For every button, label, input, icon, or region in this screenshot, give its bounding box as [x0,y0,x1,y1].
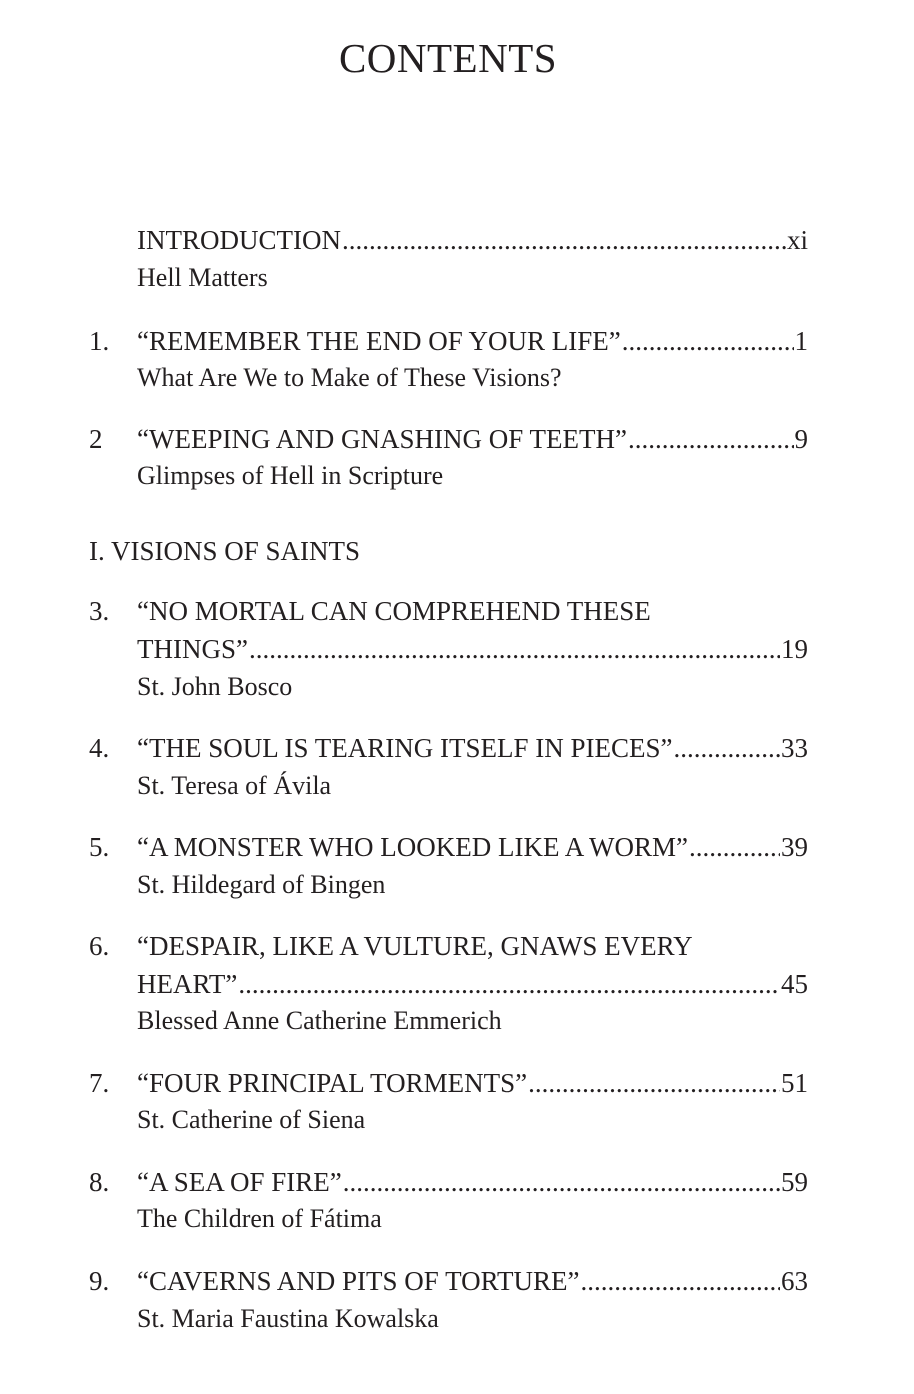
entry-number: 7. [89,1068,110,1098]
entry-page: 19 [781,634,808,664]
entry-subtitle: St. John Bosco [137,672,293,701]
dot-leader [580,1265,780,1297]
toc-entry-5[interactable] [137,831,808,863]
entry-subtitle: What Are We to Make of These Visions? [137,363,562,392]
entry-number: 4. [89,733,110,763]
toc-entry-3[interactable] [137,633,808,665]
entry-number: 1. [89,326,110,356]
toc-entry-7[interactable] [137,1067,808,1099]
entry-page: 51 [781,1068,808,1098]
dot-leader [342,224,786,256]
entry-number: 5. [89,832,110,862]
entry-subtitle: St. Teresa of Ávila [137,771,332,800]
entry-title: “THE SOUL IS TEARING ITSELF IN PIECES” [137,733,673,763]
entry-subtitle: St. Maria Faustina Kowalska [137,1304,439,1333]
entry-title: THINGS” [137,634,248,664]
dot-leader [673,732,780,764]
dot-leader [249,633,780,665]
dot-leader [238,968,780,1000]
entry-title-first-line: “NO MORTAL CAN COMPREHEND THESE [137,596,651,626]
dot-leader [689,831,780,863]
dot-leader [622,325,794,357]
entry-page: 63 [781,1266,808,1296]
entry-title: “A SEA OF FIRE” [137,1167,342,1197]
entry-title: HEART” [137,969,238,999]
entry-number: 8. [89,1167,110,1197]
entry-title-first-line: “DESPAIR, LIKE A VULTURE, GNAWS EVERY [137,931,693,961]
toc-entry-6[interactable] [137,968,808,1000]
entry-page: 1 [794,326,808,356]
entry-subtitle: Blessed Anne Catherine Emmerich [137,1006,502,1035]
entry-title-line1 [137,930,808,962]
entry-title: “FOUR PRINCIPAL TORMENTS” [137,1068,528,1098]
entry-title: “A MONSTER WHO LOOKED LIKE A WORM” [137,832,688,862]
entry-page: 33 [781,733,808,763]
entry-page: 39 [781,832,808,862]
entry-title: INTRODUCTION [137,225,341,255]
entry-subtitle: St. Hildegard of Bingen [137,870,386,899]
toc-entry-4[interactable] [137,732,808,764]
entry-number: 6. [89,931,110,961]
entry-number: 9. [89,1266,110,1296]
part-heading: I. VISIONS OF SAINTS [89,536,361,566]
entry-page: 59 [781,1167,808,1197]
toc-entry-8[interactable] [137,1166,808,1198]
entry-subtitle: St. Catherine of Siena [137,1105,366,1134]
entry-title: “CAVERNS AND PITS OF TORTURE” [137,1266,580,1296]
toc-entry-1[interactable] [137,325,808,357]
dot-leader [343,1166,780,1198]
dot-leader [528,1067,780,1099]
entry-title: “REMEMBER THE END OF YOUR LIFE” [137,326,621,356]
entry-subtitle: Hell Matters [137,263,268,292]
dot-leader [628,423,794,455]
entry-page: 9 [794,424,808,454]
entry-page: xi [786,225,808,255]
toc-entry-9[interactable] [137,1265,808,1297]
entry-subtitle: Glimpses of Hell in Scripture [137,461,444,490]
entry-subtitle: The Children of Fátima [137,1204,382,1233]
entry-number: 2 [89,424,103,454]
toc-entry-2[interactable] [137,423,808,455]
page-title: CONTENTS [338,35,558,81]
entry-page: 45 [781,969,808,999]
toc-entry-introduction[interactable] [137,224,808,256]
entry-title-line1 [137,595,808,627]
entry-number: 3. [89,596,110,626]
entry-title: “WEEPING AND GNASHING OF TEETH” [137,424,627,454]
